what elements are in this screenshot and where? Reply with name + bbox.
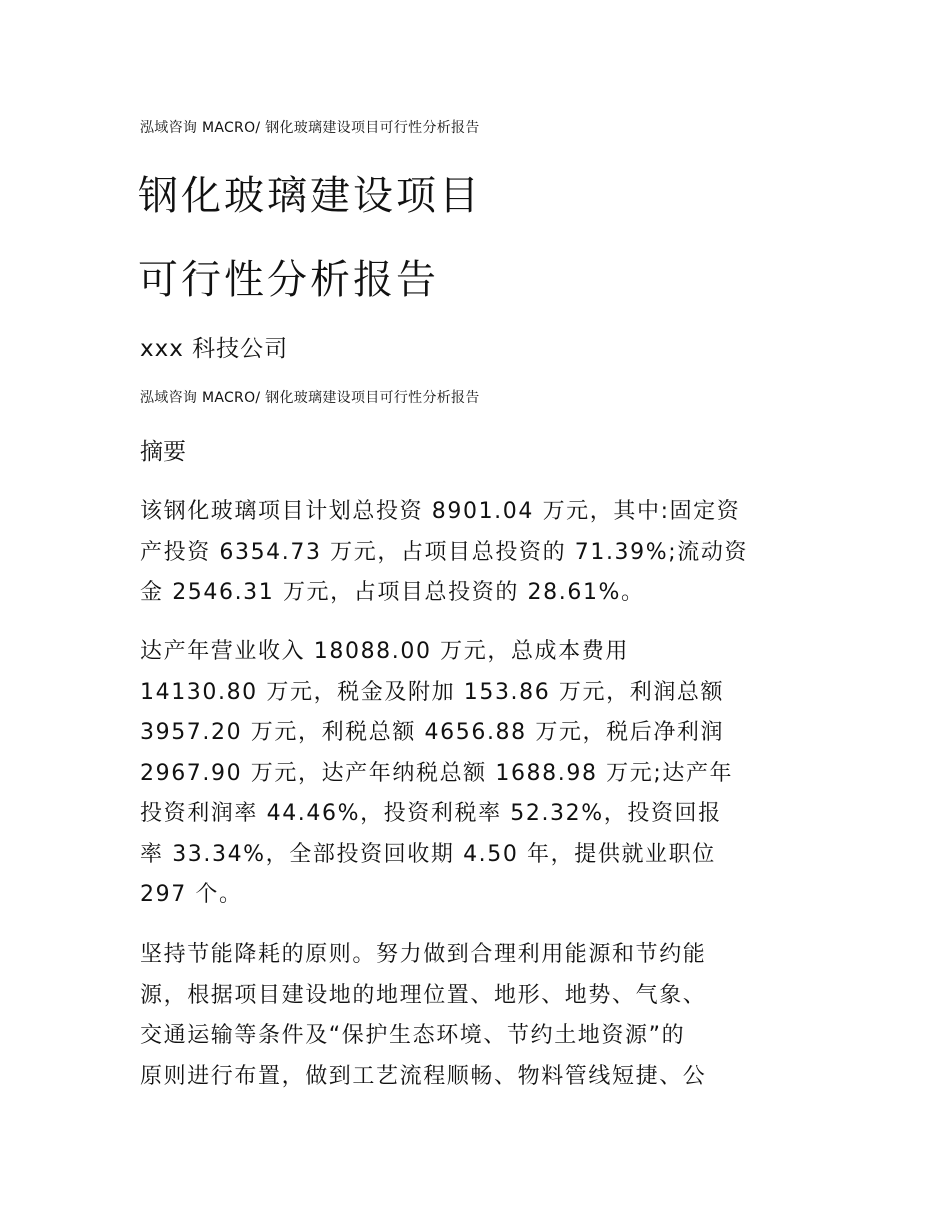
paragraph-line: 2967.90 万元，达产年纳税总额 1688.98 万元;达产年	[140, 760, 734, 786]
running-header-second: 泓域咨询 MACRO/ 钢化玻璃建设项目可行性分析报告	[140, 390, 480, 406]
paragraph-line: 原则进行布置，做到工艺流程顺畅、物料管线短捷、公	[140, 1063, 707, 1089]
abstract-paragraph-revenue	[140, 632, 820, 916]
company-name: xxx 科技公司	[140, 336, 289, 362]
abstract-heading: 摘要	[140, 439, 186, 465]
paragraph-line: 率 33.34%，全部投资回收期 4.50 年，提供就业职位	[140, 841, 716, 867]
paragraph-line: 14130.80 万元，税金及附加 153.86 万元，利润总额	[140, 679, 725, 705]
paragraph-line: 交通运输等条件及“保护生态环境、节约土地资源”的	[140, 1023, 686, 1048]
paragraph-line: 金 2546.31 万元，占项目总投资的 28.61%。	[140, 580, 645, 605]
paragraph-line: 该钢化玻璃项目计划总投资 8901.04 万元，其中:固定资	[140, 499, 741, 524]
paragraph-line: 源，根据项目建设地的地理位置、地形、地势、气象、	[140, 982, 707, 1008]
paragraph-line: 3957.20 万元，利税总额 4656.88 万元，税后净利润	[140, 720, 725, 745]
abstract-paragraph-principles	[140, 935, 820, 1097]
report-title-line-2: 可行性分析报告	[138, 257, 439, 303]
paragraph-line: 达产年营业收入 18088.00 万元，总成本费用	[140, 639, 629, 664]
report-title-line-1: 钢化玻璃建设项目	[138, 173, 482, 219]
paragraph-line: 坚持节能降耗的原则。努力做到合理利用能源和节约能	[140, 942, 707, 967]
paragraph-line: 投资利润率 44.46%，投资利税率 52.32%，投资回报	[140, 801, 722, 826]
paragraph-line: 产投资 6354.73 万元，占项目总投资的 71.39%;流动资	[140, 539, 749, 565]
paragraph-line: 297 个。	[140, 882, 243, 907]
running-header-top: 泓域咨询 MACRO/ 钢化玻璃建设项目可行性分析报告	[140, 120, 480, 136]
abstract-paragraph-investment	[140, 492, 820, 614]
